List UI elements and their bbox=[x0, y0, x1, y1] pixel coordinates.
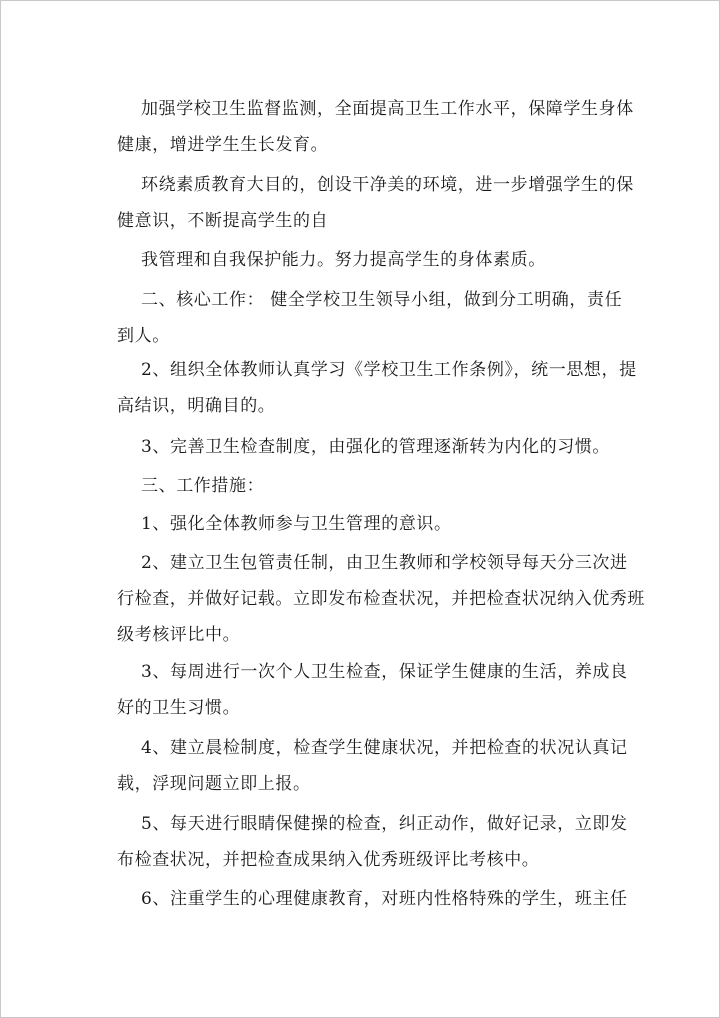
text-line: 2、建立卫生包管责任制，由卫生教师和学校领导每天分三次进 bbox=[141, 553, 628, 573]
list-item-3-weekly-check bbox=[117, 654, 628, 726]
text-line: 环绕素质教育大目的，创设干净美的环境，进一步增强学生的保 bbox=[141, 175, 634, 195]
text-line: 级考核评比中。 bbox=[117, 625, 241, 645]
list-item-3 bbox=[117, 429, 613, 465]
paragraph-environment bbox=[117, 167, 634, 239]
text-line: 4、建立晨检制度，检查学生健康状况，并把检查的状况认真记 bbox=[141, 738, 628, 758]
text-line: 高结识，明确目的。 bbox=[117, 396, 276, 416]
text-line: 二、核心工作： 健全学校卫生领导小组，做到分工明确，责任 bbox=[141, 290, 623, 310]
paragraph-hygiene-goal bbox=[117, 91, 634, 163]
text-line: 到人。 bbox=[117, 326, 170, 346]
text-line: 1、强化全体教师参与卫生管理的意识。 bbox=[141, 514, 452, 534]
text-line: 5、每天进行眼睛保健操的检查，纠正动作，做好记录，立即发 bbox=[141, 814, 628, 834]
text-line: 2、组织全体教师认真学习《学校卫生工作条例》，统一思想，提 bbox=[141, 360, 637, 380]
text-line: 载，浮现问题立即上报。 bbox=[117, 774, 311, 794]
text-line: 布检查状况，并把检查成果纳入优秀班级评比考核中。 bbox=[117, 850, 540, 870]
text-line: 我管理和自我保护能力。努力提高学生的身体素质。 bbox=[141, 250, 546, 270]
text-line: 健康，增进学生生长发育。 bbox=[117, 135, 329, 155]
list-item-2 bbox=[117, 352, 637, 424]
text-line: 健意识，不断提高学生的自 bbox=[117, 211, 329, 231]
text-line: 3、完善卫生检查制度，由强化的管理逐渐转为内化的习惯。 bbox=[141, 437, 611, 457]
text-line: 3、每周进行一次个人卫生检查，保证学生健康的生活，养成良 bbox=[141, 662, 628, 682]
text-line: 三、工作措施： bbox=[141, 476, 265, 496]
section-heading-measures bbox=[117, 468, 613, 504]
text-line: 行检查，并做好记载。立即发布检查状况，并把检查状况纳入优秀班 bbox=[117, 589, 645, 609]
text-line: 6、注重学生的心理健康教育，对班内性格特殊的学生，班主任 bbox=[141, 889, 628, 909]
list-item-1 bbox=[117, 506, 613, 542]
text-line: 好的卫生习惯。 bbox=[117, 698, 241, 718]
list-item-6-mental-health bbox=[117, 881, 628, 917]
list-item-4-morning-check bbox=[117, 730, 628, 802]
text-line: 加强学校卫生监督监测，全面提高卫生工作水平，保障学生身体 bbox=[141, 99, 634, 119]
list-item-5-eye-exercise bbox=[117, 806, 628, 878]
paragraph-self-management bbox=[117, 242, 613, 278]
list-item-2-responsibility bbox=[117, 545, 645, 653]
section-heading-core-work bbox=[117, 282, 623, 354]
